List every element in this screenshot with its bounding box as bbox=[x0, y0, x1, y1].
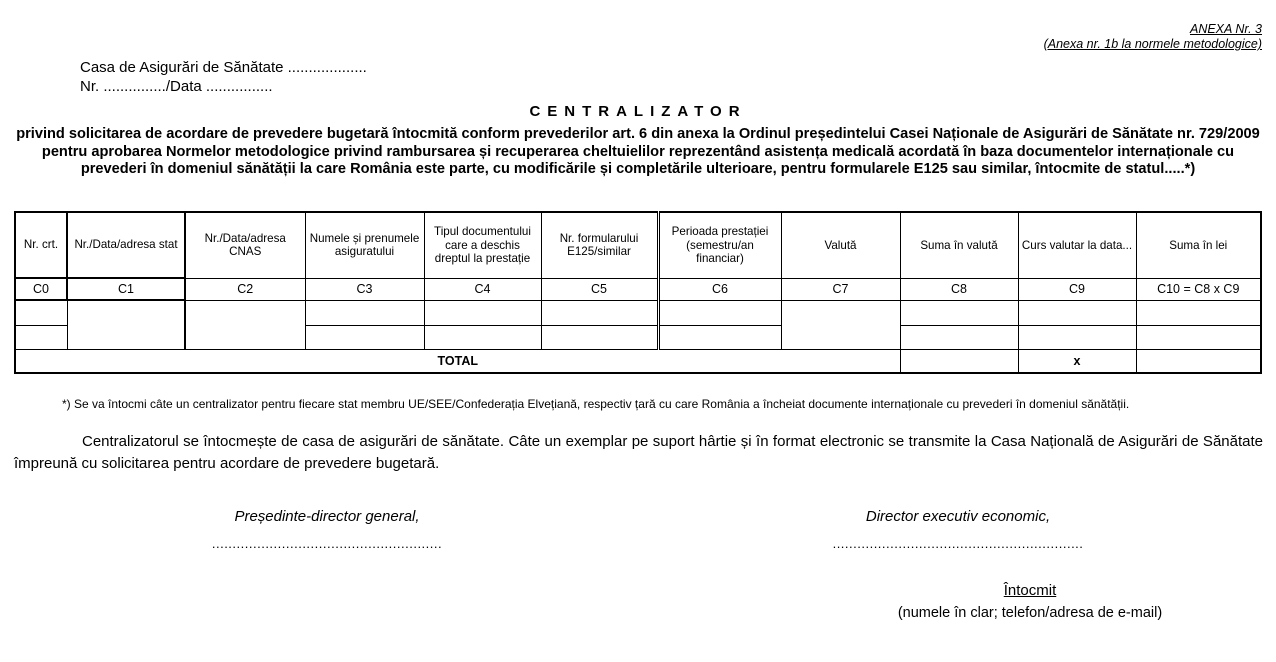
annex-number: ANEXA Nr. 3 bbox=[1189, 22, 1262, 36]
document-title: CENTRALIZATOR bbox=[529, 103, 747, 120]
col-header-suma-lei: Suma în lei bbox=[1136, 212, 1261, 278]
prepared-by-note: (numele în clar; telefon/adresa de e-mail) bbox=[897, 605, 1163, 621]
empty-cell-merged bbox=[67, 300, 185, 349]
code-cell-c6: C6 bbox=[658, 278, 781, 300]
col-header-nr-crt: Nr. crt. bbox=[15, 212, 67, 278]
code-cell-c1: C1 bbox=[67, 278, 185, 300]
issuer-number-date-line: Nr. .............../Data ................ bbox=[80, 78, 273, 95]
code-cell-c7: C7 bbox=[781, 278, 900, 300]
empty-cell bbox=[424, 300, 541, 325]
col-header-tip-document: Tipul documentului care a deschis dreptul la prestație bbox=[424, 212, 541, 278]
prepared-by-label: Întocmit bbox=[1003, 582, 1057, 599]
total-suma-valuta-cell bbox=[900, 349, 1018, 373]
body-paragraph: Centralizatorul se întocmește de casa de asigurări de sănătate. Câte un exemplar pe suport hârtie și în format electronic se transmite la Casa Națională de Asigurări de Sănătate împreună cu solicitarea pentru acordare de prevedere bugetară. bbox=[14, 433, 1263, 472]
col-header-valuta: Valută bbox=[781, 212, 900, 278]
signature-title-president: Președinte-director general, bbox=[234, 508, 420, 525]
empty-cell bbox=[1136, 300, 1261, 325]
total-curs-cell: x bbox=[1018, 349, 1136, 373]
centralizator-table bbox=[14, 211, 1262, 374]
col-header-nume: Numele și prenumele asiguratului bbox=[305, 212, 424, 278]
code-cell-c2: C2 bbox=[185, 278, 305, 300]
code-cell-c4: C4 bbox=[424, 278, 541, 300]
empty-cell bbox=[1136, 325, 1261, 349]
footnote: *) Se va întocmi câte un centralizator pentru fiecare stat membru UE/SEE/Confederația Elvețiană, respectiv țară cu care România a încheiat documente internaționale cu prevederi în domeniul sănătății. bbox=[62, 397, 1130, 411]
empty-cell bbox=[15, 325, 67, 349]
issuer-block bbox=[80, 58, 367, 96]
code-cell-c3: C3 bbox=[305, 278, 424, 300]
code-cell-c9: C9 bbox=[1018, 278, 1136, 300]
col-header-stat: Nr./Data/adresa stat bbox=[67, 212, 185, 278]
document-subtitle: privind solicitarea de acordare de prevedere bugetară întocmită conform prevederilor art. 6 din anexa la Ordinul președintelui Casei Naționale de Asigurări de Sănătate nr. 729/2009 pentru aprobarea Normelor metodologice privind rambursarea și recuperarea cheltuielilor reprezentând asistența medicală acordată în baza documentelor internaționale cu prevederi în domeniul sănătății la care România este parte, cu modificările și completările ulterioare, pentru formularele E125 sau similar, întocmite de statul.....*) bbox=[16, 126, 1260, 177]
empty-cell bbox=[900, 300, 1018, 325]
empty-cell bbox=[658, 300, 781, 325]
empty-cell bbox=[541, 325, 658, 349]
empty-cell bbox=[305, 300, 424, 325]
signature-line-director: ............................................................. bbox=[832, 536, 1084, 551]
empty-cell bbox=[541, 300, 658, 325]
empty-cell bbox=[424, 325, 541, 349]
issuer-name-line: Casa de Asigurări de Sănătate ................... bbox=[80, 59, 367, 76]
col-header-perioada: Perioada prestației (semestru/an financiar) bbox=[658, 212, 781, 278]
code-cell-c10: C10 = C8 x C9 bbox=[1136, 278, 1261, 300]
code-cell-c8: C8 bbox=[900, 278, 1018, 300]
annex-reference bbox=[1044, 22, 1262, 52]
code-cell-c0: C0 bbox=[15, 278, 67, 300]
col-header-cnas: Nr./Data/adresa CNAS bbox=[185, 212, 305, 278]
empty-cell bbox=[305, 325, 424, 349]
empty-cell bbox=[900, 325, 1018, 349]
signature-line-president: ........................................................ bbox=[211, 536, 443, 551]
total-label-cell: TOTAL bbox=[15, 349, 900, 373]
col-header-suma-valuta: Suma în valută bbox=[900, 212, 1018, 278]
empty-cell-merged bbox=[185, 300, 305, 349]
annex-subreference: (Anexa nr. 1b la normele metodologice) bbox=[1043, 37, 1262, 51]
empty-cell bbox=[15, 300, 67, 325]
empty-cell bbox=[658, 325, 781, 349]
signature-block-director bbox=[798, 508, 1118, 551]
column-code-row bbox=[15, 278, 1261, 300]
table-header-row bbox=[15, 212, 1261, 278]
total-suma-lei-cell bbox=[1136, 349, 1261, 373]
total-row bbox=[15, 349, 1261, 373]
signature-block-president bbox=[167, 508, 487, 551]
empty-cell bbox=[1018, 300, 1136, 325]
prepared-by-block bbox=[870, 579, 1190, 625]
col-header-nr-formular: Nr. formularului E125/similar bbox=[541, 212, 658, 278]
empty-cell-merged bbox=[781, 300, 900, 349]
signature-title-director: Director executiv economic, bbox=[865, 508, 1051, 525]
col-header-curs-valutar: Curs valutar la data... bbox=[1018, 212, 1136, 278]
data-row-1 bbox=[15, 300, 1261, 325]
code-cell-c5: C5 bbox=[541, 278, 658, 300]
empty-cell bbox=[1018, 325, 1136, 349]
